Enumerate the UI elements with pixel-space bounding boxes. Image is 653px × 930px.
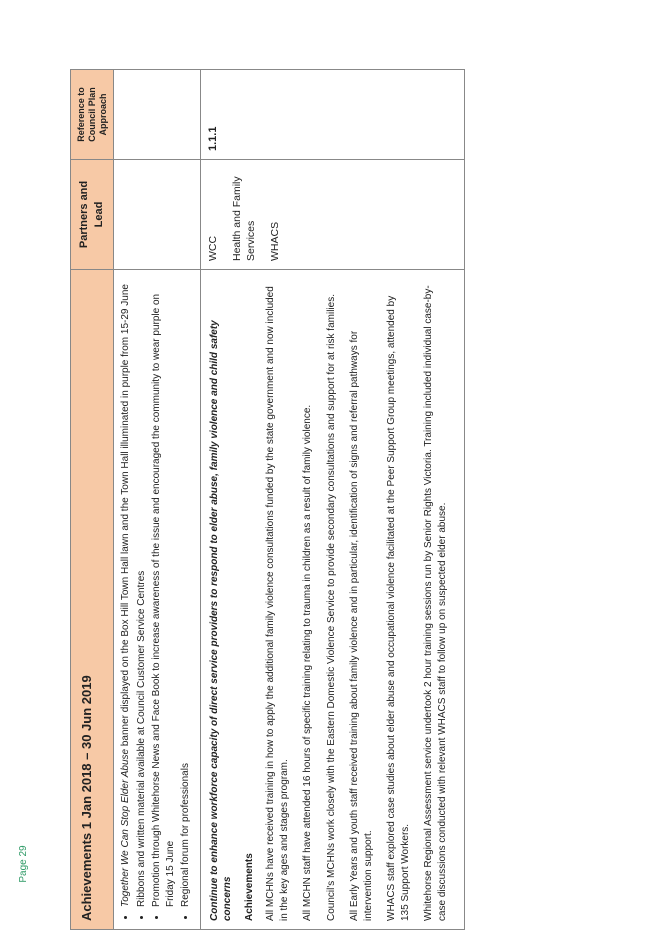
list-item: • Together We Can Stop Elder Abuse banner displayed on the Box Hill Town Hall lawn and the Town Hall illuminated in purple from 15-29 June — [119, 278, 133, 907]
partner-item: Health and Family Services — [231, 176, 258, 261]
row1-bullet-list — [119, 278, 193, 921]
row2-paragraph: All MCHN staff have attended 16 hours of specific training relating to trauma in children as a result of family violence. — [302, 404, 314, 921]
header-achievements: Achievements 1 Jan 2018 – 30 Jun 2019 — [71, 270, 114, 930]
reference-value: 1.1.1 — [206, 126, 219, 151]
table-row — [200, 70, 465, 930]
header-reference: Reference to Council Plan Approach — [71, 70, 114, 160]
page-number: Page 29 — [18, 845, 29, 883]
table-row — [114, 70, 201, 930]
list-item: • Promotion through Whitehorse News and Face Book to increase awareness of the issue and encouraged the community to wear purple on Friday 15 June — [150, 278, 177, 907]
row2-reference-cell — [200, 70, 465, 160]
rotated-table-container — [70, 70, 630, 930]
header-partners: Partners and Lead — [71, 160, 114, 270]
row2-paragraph: All Early Years and youth staff received training about family violence and in particular, identification of signs and referral pathways for intervention support. — [349, 330, 374, 921]
list-item: • Regional forum for professionals — [179, 278, 193, 907]
row1-reference-cell — [114, 70, 201, 160]
row1-partners-cell — [114, 160, 201, 270]
row2-partners-cell — [200, 160, 465, 270]
partner-item: WHACS — [269, 221, 282, 261]
list-item: • Ribbons and written material available at Council Customer Service Centres — [135, 278, 149, 907]
achievements-table — [70, 69, 465, 930]
row2-achievements-label: Achievements — [243, 853, 255, 921]
partner-item: WCC — [206, 235, 219, 261]
row2-title: Continue to enhance workforce capacity of direct service providers to respond to elder abuse, family violence and child safety concerns — [208, 320, 234, 921]
row2-paragraph: Council's MCHNs work closely with the Eastern Domestic Violence Service to provide secondary consultations and support for at risk families. — [325, 294, 337, 921]
row2-paragraph: WHACS staff explored case studies about elder abuse and occupational violence facilitated at the Peer Support Group meetings, attended by 135 Support Workers. — [386, 295, 411, 921]
row2-achievements-cell — [200, 270, 465, 930]
row2-paragraph: Whitehorse Regional Assessment service undertook 2 hour training sessions run by Senior Rights Victoria. Training included individual case-by-case discussions conducted with relevant WHACS staff to follow up on suspected elder abuse. — [423, 285, 448, 921]
row1-achievements-cell — [114, 270, 201, 930]
table-header-row — [71, 70, 114, 930]
row2-paragraph: All MCHNs have received training in how to apply the additional family violence consultations funded by the state government and now included in the key ages and stages program. — [265, 286, 290, 921]
